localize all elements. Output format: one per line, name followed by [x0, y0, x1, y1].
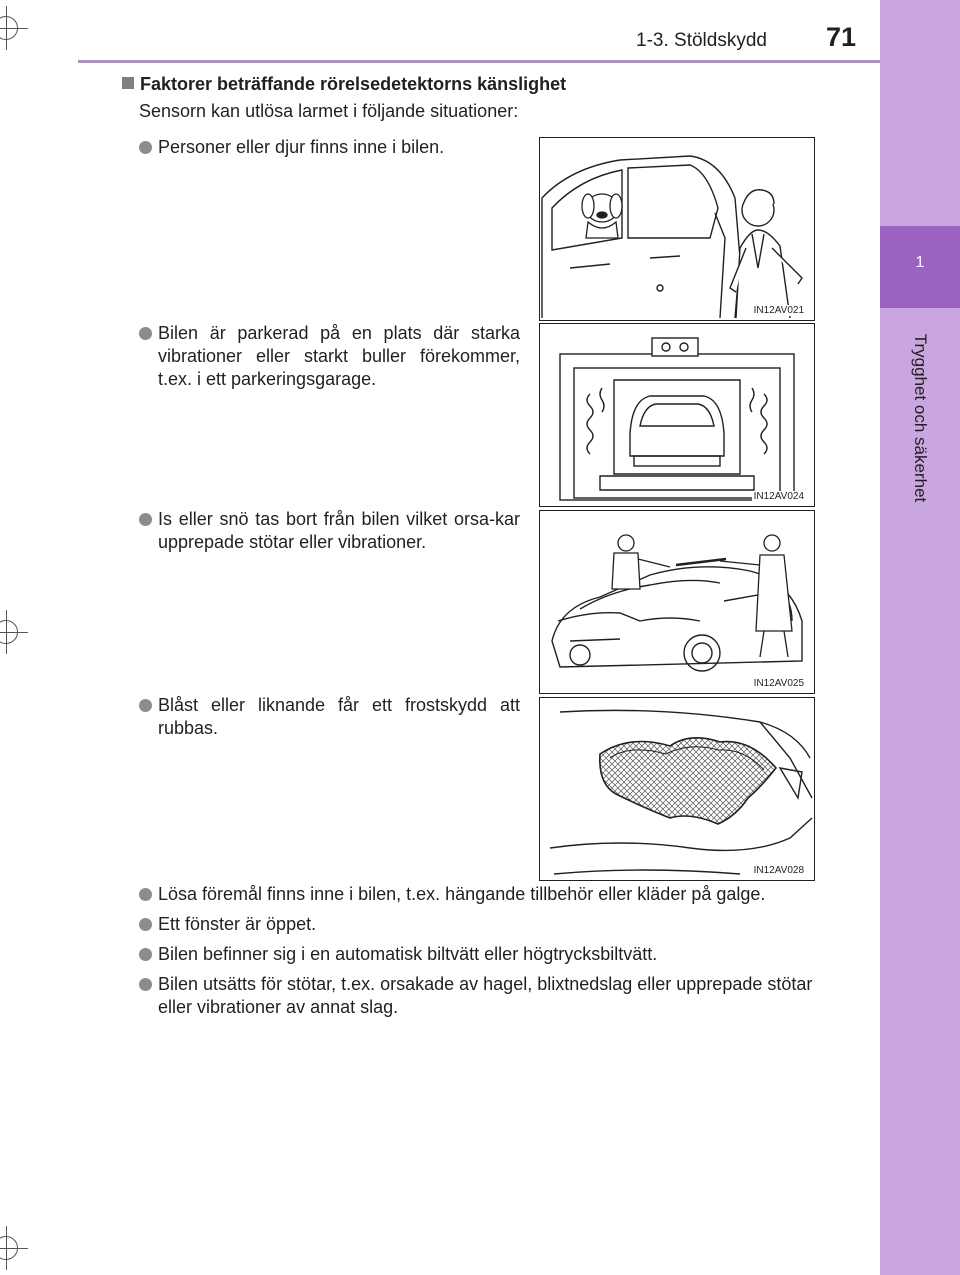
intro-text: Sensorn kan utlösa larmet i följande situationer: [139, 101, 519, 121]
snow-removal-illustration [540, 511, 814, 693]
figure-code: IN12AV028 [753, 865, 804, 876]
list-item [139, 913, 839, 936]
figure-dog-in-car [539, 137, 815, 321]
list-item [139, 694, 520, 740]
figure-code: IN12AV021 [753, 305, 804, 316]
page-number: 71 [826, 22, 857, 52]
list-item-text: Ett fönster är öppet. [158, 914, 317, 934]
section-title: 1-3. Stöldskydd [636, 30, 767, 51]
bullet-icon [139, 513, 152, 526]
bullet-icon [139, 141, 152, 154]
list-item [139, 883, 839, 906]
chapter-number-tab [880, 226, 960, 308]
figure-parking-garage [539, 323, 815, 507]
section-heading-text: Faktorer beträffande rörelsedetektorns känslighet [140, 74, 567, 94]
figure-frost-cover [539, 697, 815, 881]
list-item-text: Bilen är parkerad på en plats där starka vibrationer eller starkt buller förekommer, t.ex. i ett parkeringsgarage. [158, 323, 520, 389]
list-item [139, 973, 839, 1019]
list-item [139, 508, 520, 554]
list-item-text: Blåst eller liknande får ett frostskydd att rubbas. [158, 695, 520, 738]
list-item [139, 136, 520, 159]
list-item-text: Bilen befinner sig i en automatisk biltvätt eller högtrycksbiltvätt. [158, 944, 658, 964]
square-bullet-icon [122, 77, 134, 89]
list-item-text: Lösa föremål finns inne i bilen, t.ex. hängande tillbehör eller kläder på galge. [158, 884, 766, 904]
frost-cover-illustration [540, 698, 814, 880]
bullet-icon [139, 918, 152, 931]
list-item [139, 943, 839, 966]
figure-code: IN12AV024 [753, 491, 804, 502]
list-item [139, 322, 520, 391]
bullet-icon [139, 948, 152, 961]
figure-snow-removal [539, 510, 815, 694]
list-item-text: Bilen utsätts för stötar, t.ex. orsakade av hagel, blixtnedslag eller upprepade stötar eller vibrationer av annat slag. [158, 974, 813, 1017]
list-item-text: Is eller snö tas bort från bilen vilket orsa-kar upprepade stötar eller vibrationer. [158, 509, 520, 552]
chapter-title: Trygghet och säkerhet [911, 333, 930, 503]
section-heading [122, 74, 566, 95]
header-rule [78, 60, 880, 63]
bullet-icon [139, 888, 152, 901]
bullet-icon [139, 699, 152, 712]
bullet-icon [139, 327, 152, 340]
bullet-icon [139, 978, 152, 991]
chapter-side-tab [880, 0, 960, 1275]
chapter-number: 1 [915, 254, 925, 271]
dog-in-car-illustration [540, 138, 814, 320]
parking-garage-illustration [540, 324, 814, 506]
list-item-text: Personer eller djur finns inne i bilen. [158, 137, 445, 157]
figure-code: IN12AV025 [753, 678, 804, 689]
